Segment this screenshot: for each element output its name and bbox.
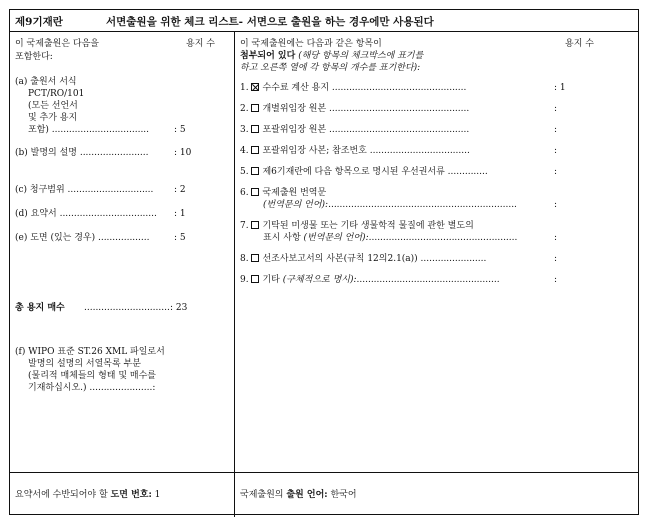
item-a-line5: 포함) .................................. (28, 125, 150, 135)
item-label: 수수료 계산 용지 ............................................... (262, 83, 467, 93)
checklist-item-6 (240, 187, 326, 199)
total-sheets-value: : 23 (170, 303, 188, 313)
item-number: 6. (240, 188, 249, 198)
item-c-value: : 2 (174, 185, 186, 195)
item-number: 4. (240, 146, 249, 156)
item-label: 포괄위임장 사본; 참조번호 ................................... (262, 146, 470, 156)
item-number: 8. (240, 254, 249, 264)
item-f-line1: (f) WIPO 표준 ST.26 XML 파일로서 (15, 347, 165, 357)
item-6-dots: .................................................................. (328, 200, 517, 210)
checklist-item-7 (240, 220, 474, 232)
checkbox-4[interactable] (251, 146, 259, 154)
item-9-dots: .................................................. (356, 275, 500, 285)
item-6-sub (263, 199, 517, 211)
total-sheets-label: 총 용지 매수 (15, 303, 65, 313)
item-f-line3: (물리적 매체들의 형태 및 매수를 (28, 371, 156, 381)
left-intro-line2: 포함한다: (15, 52, 53, 62)
footer-drawing-number (15, 489, 160, 501)
item-2-value: : (554, 104, 558, 114)
checkbox-2[interactable] (251, 104, 259, 112)
checklist-form (9, 9, 639, 515)
item-f-line2: 발명의 설명의 서열목록 부분 (28, 359, 141, 369)
filing-language-value: 한국어 (330, 490, 357, 500)
drawing-number-prefix: 요약서에 수반되어야 할 (15, 490, 108, 500)
item-8-value: : (554, 254, 558, 264)
item-a-line4: 및 추가 용지 (28, 113, 78, 123)
checklist-item-9 (240, 274, 500, 286)
item-7-sub-plain: 표시 사항 (263, 233, 301, 243)
item-6-language-label: (번역문의 언어): (263, 200, 329, 210)
item-3-value: : (554, 125, 558, 135)
item-label: 기타 (262, 275, 280, 285)
checklist-item-8 (240, 253, 486, 265)
item-9-value: : (554, 275, 558, 285)
item-d-value: : 1 (174, 209, 186, 219)
right-intro-line2 (240, 50, 423, 62)
right-intro-line3: 하고 오른쪽 열에 각 항목의 개수를 표기한다): (240, 63, 421, 73)
item-7-language-label: (번역문의 언어): (303, 233, 369, 243)
checkbox-5[interactable] (251, 167, 259, 175)
form-heading: 서면출원을 위한 체크 리스트- 서면으로 출원을 하는 경우에만 사용된다 (106, 16, 434, 28)
checklist-item-5 (240, 166, 488, 178)
item-d-label: (d) 요약서 .................................. (15, 209, 157, 219)
item-label: 선조사보고서의 사본(규칙 12의2.1(a)) ....................... (262, 254, 487, 264)
checkbox-1-checked[interactable] (251, 83, 259, 91)
right-column (235, 32, 640, 472)
drawing-number-label: 도면 번호: (110, 490, 152, 500)
checklist-item-4 (240, 145, 470, 157)
right-intro-line1: 이 국제출원에는 다음과 같은 항목이 (240, 39, 382, 49)
item-number: 7. (240, 221, 249, 231)
title-row (10, 10, 638, 32)
footer-row (10, 472, 638, 516)
right-count-header: 용지 수 (565, 39, 594, 49)
left-intro-line1: 이 국제출원은 다음을 (15, 39, 99, 49)
item-e-label: (e) 도면 (있는 경우) .................. (15, 233, 150, 243)
checkbox-7[interactable] (251, 221, 259, 229)
checklist-item-1 (240, 82, 466, 94)
checkbox-3[interactable] (251, 125, 259, 133)
item-a-value: : 5 (174, 125, 186, 135)
item-b-value: : 10 (174, 148, 192, 158)
checklist-item-2 (240, 103, 469, 115)
checkbox-6[interactable] (251, 188, 259, 196)
footer-filing-language (240, 489, 357, 501)
item-number: 1. (240, 83, 249, 93)
item-7-value: : (554, 233, 558, 243)
item-a-line3: (모든 선언서 (28, 101, 78, 111)
item-b-label: (b) 발명의 설명 ........................ (15, 148, 149, 158)
item-number: 5. (240, 167, 249, 177)
item-f-line4: 기재하십시오.) ......................: (28, 383, 156, 393)
item-9-specify-label: (구체적으로 명시): (282, 275, 357, 285)
item-c-label: (c) 청구범위 .............................. (15, 185, 154, 195)
filing-language-label: 출원 언어: (286, 490, 328, 500)
item-5-value: : (554, 167, 558, 177)
item-label: 개별위임장 원본 ................................................. (262, 104, 470, 114)
item-label: 기탁된 미생물 또는 기타 생물학적 물질에 관한 별도의 (262, 221, 474, 231)
form-box-id: 제9기재란 (15, 16, 63, 28)
item-6-value: : (554, 200, 558, 210)
checkbox-8[interactable] (251, 254, 259, 262)
item-7-dots: .................................................... (368, 233, 518, 243)
item-e-value: : 5 (174, 233, 186, 243)
footer-language-cell (235, 473, 640, 517)
filing-language-prefix: 국제출원의 (240, 490, 284, 500)
item-label: 제6기재란에 다음 항목으로 명시된 우선권서류 .............. (262, 167, 488, 177)
checkbox-9[interactable] (251, 275, 259, 283)
left-sheets-header: 용지 수 (186, 39, 215, 49)
checklist-item-3 (240, 124, 469, 136)
item-number: 9. (240, 275, 249, 285)
item-1-value: : 1 (554, 83, 566, 93)
attached-label: 첨부되어 있다 (240, 51, 296, 61)
item-4-value: : (554, 146, 558, 156)
footer-drawing-number-cell (10, 473, 235, 517)
drawing-number-value: 1 (154, 490, 161, 500)
item-number: 2. (240, 104, 249, 114)
left-column (10, 32, 235, 472)
item-a-line2: PCT/RO/101 (28, 89, 85, 99)
item-label: 포괄위임장 원본 ................................................. (262, 125, 470, 135)
right-intro-italic1: (해당 항목의 체크박스에 표기를 (298, 51, 424, 61)
item-7-sub (263, 232, 517, 244)
item-label: 국제출원 번역문 (262, 188, 327, 198)
total-sheets-dots: .............................. (84, 303, 170, 313)
item-a-line1: (a) 출원서 서식 (15, 77, 77, 87)
item-number: 3. (240, 125, 249, 135)
